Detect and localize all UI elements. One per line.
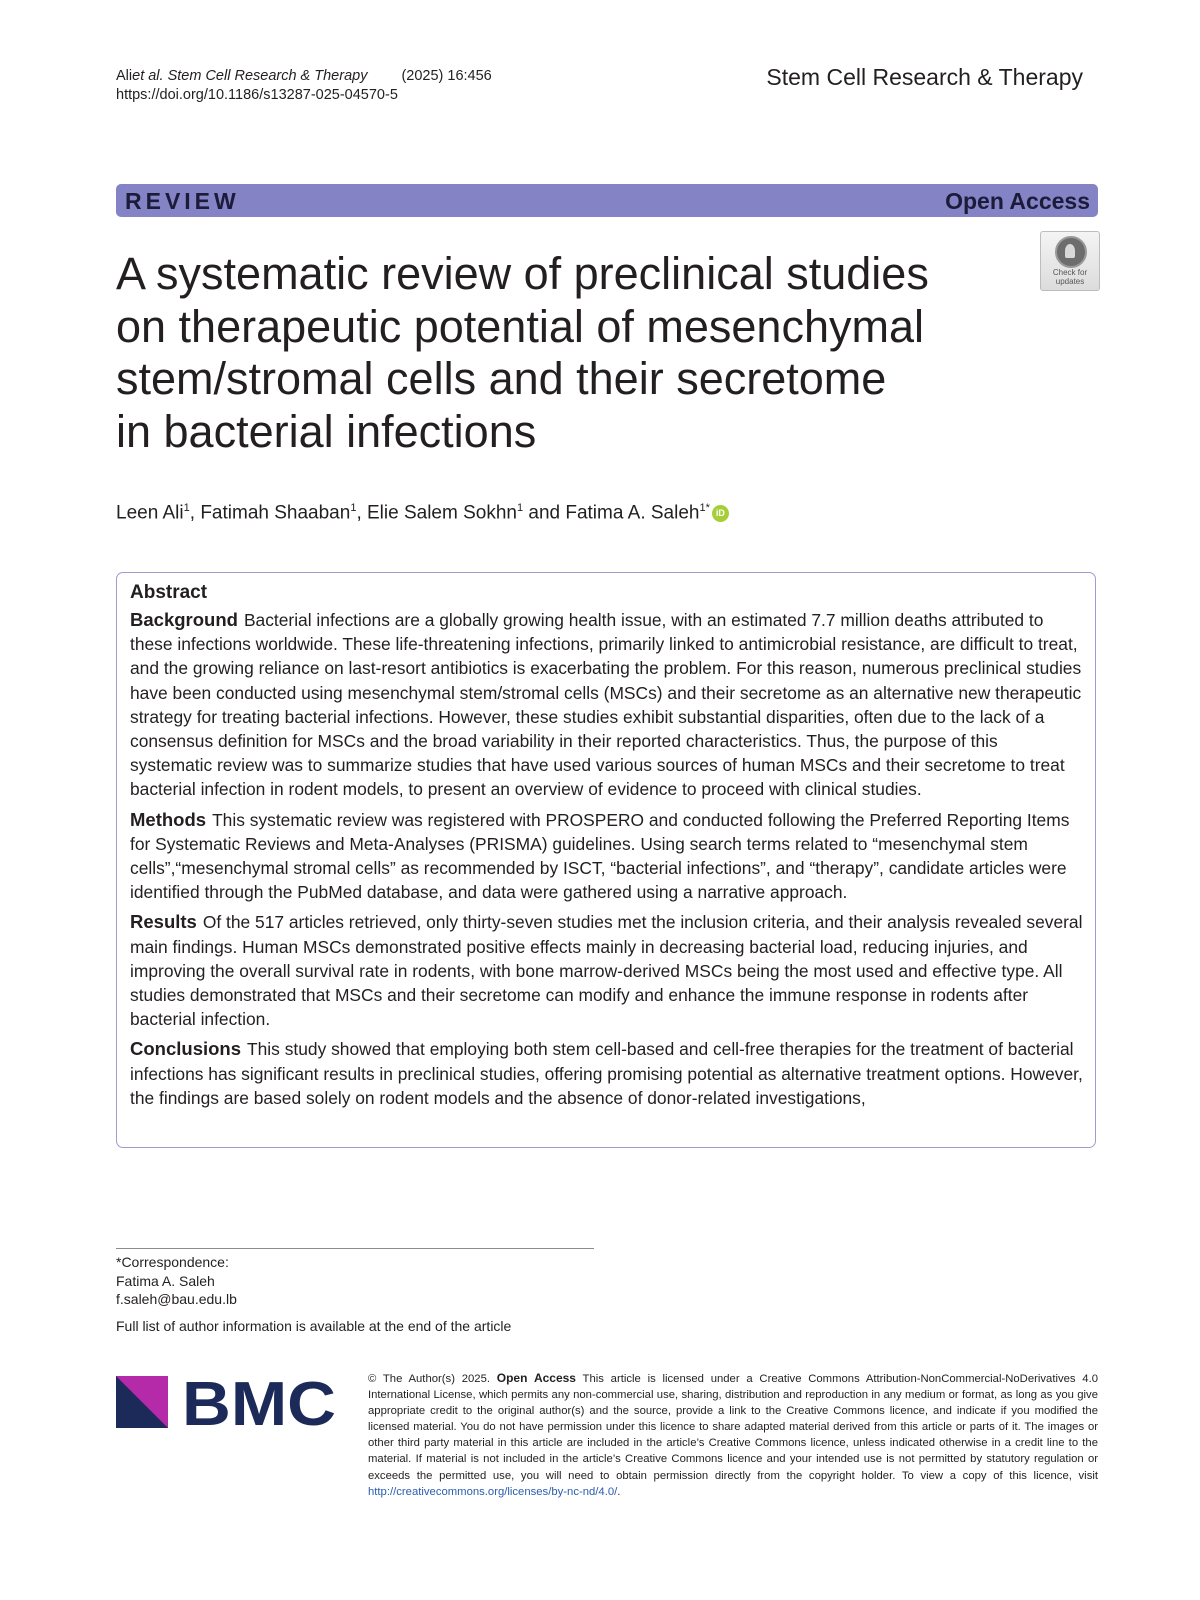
author-name[interactable]: Fatimah Shaaban — [200, 502, 351, 524]
crossmark-label-line1: Check for — [1052, 268, 1088, 277]
crossmark-icon — [1055, 236, 1087, 268]
author-separator: , — [189, 502, 201, 524]
orcid-icon[interactable]: iD — [712, 505, 729, 522]
author-affiliation: 1 — [183, 502, 190, 514]
license-link[interactable]: http://creativecommons.org/licenses/by-nc-nd/4.0/ — [368, 1485, 618, 1498]
abstract-box — [116, 572, 1096, 1148]
title-line: stem/stromal cells and their secretome — [116, 353, 887, 404]
title-line: in bacterial infections — [116, 405, 537, 457]
citation-line — [116, 67, 492, 86]
abstract-results — [130, 910, 1083, 1031]
journal-name: Stem Cell Research & Therapy — [766, 64, 1083, 90]
correspondence-block — [116, 1253, 237, 1309]
author-affiliation: 1 — [516, 502, 524, 514]
citation-journal: Stem Cell Research & Therapy — [163, 68, 368, 84]
author-affiliation: 1* — [699, 502, 710, 514]
citation-authors: Ali — [116, 68, 133, 84]
bmc-logo — [116, 1373, 338, 1431]
author-separator: and — [523, 502, 566, 524]
citation-block — [116, 67, 492, 105]
methods-text: This systematic review was registered with PROSPERO and conducted following the Preferred Reporting Items for Systematic Reviews and Meta-Analyses (PRISMA) guidelines. Using search terms related to “mesenchymal stem cells”,“mesenchymal stromal cells” as recommended by ISCT, “bacterial infections”, and “therapy”, candidate articles were identified through the PubMed database, and data were gathered using a narrative approach. — [130, 809, 1070, 903]
author-name[interactable]: Elie Salem Sokhn — [367, 502, 517, 524]
bmc-logo-text: BMC — [182, 1373, 336, 1431]
author-name[interactable]: Leen Ali — [116, 502, 184, 524]
conclusions-text: This study showed that employing both stem cell-based and cell-free therapies for the treatment of bacterial infections has significant results in preclinical studies, offering promising potential as alternative treatment options. However, the findings are based solely on rodent models and the absence of donor-related investigations, — [130, 1039, 1083, 1108]
title-line: A systematic review of preclinical studies — [116, 248, 929, 299]
abstract-background — [130, 608, 1083, 802]
author-list — [116, 502, 729, 524]
license-open-access: Open Access — [496, 1371, 576, 1385]
crossmark-label — [1041, 268, 1099, 286]
background-text: Bacterial infections are a globally growing health issue, with an estimated 7.7 million deaths attributed to these infections worldwide. These life-threatening infections, primarily linked to antimicrobial resistance, are difficult to treat, and the growing reliance on last-resort antibiotics is exacerbating the problem. For this reason, numerous preclinical studies have been conducted using mesenchymal stem/stromal cells (MSCs) and their secretome as an alternative new therapeutic strategy for treating bacterial infections. However, these studies exhibit substantial disparities, often due to the lack of a consensus definition for MSCs and the broad variability in their reported characteristics. Thus, the purpose of this systematic review was to summarize studies that have used various sources of human MSCs and their secretome to treat bacterial infection in rodent models, to present an overview of evidence to proceed with clinical studies. — [130, 610, 1082, 800]
results-label: Results — [130, 911, 197, 933]
conclusions-label: Conclusions — [130, 1038, 242, 1060]
title-line: on therapeutic potential of mesenchymal — [116, 300, 924, 352]
author-separator: , — [356, 502, 367, 524]
correspondence-name: Fatima A. Saleh — [116, 1272, 215, 1289]
license-prefix: © The Author(s) 2025. — [368, 1373, 497, 1385]
citation-etal: et al. — [132, 68, 164, 84]
crossmark-label-line2: updates — [1055, 277, 1085, 286]
author-affiliation: 1 — [350, 502, 357, 514]
license-body: This article is licensed under a Creative Commons Attribution-NonCommercial-NoDerivatives 4.0 International License, which permits any non-commercial use, sharing, distribution and reproduction in any medium or format, as long as you give appropriate credit to the original author(s) and the source, provide a link to the Creative Commons licence, and indicate if you modified the licensed material. You do not have permission under this licence to share adapted material derived from this article or parts of it. The images or other third party material in this article are included in the article’s Creative Commons licence, unless indicated otherwise in a credit line to the material. If material is not included in the article’s Creative Commons licence and your intended use is not permitted by statutory regulation or exceeds the permitted use, you will need to obtain permission directly from the copyright holder. To view a copy of this licence, visit — [368, 1373, 1099, 1482]
doi-link[interactable]: https://doi.org/10.1186/s13287-025-04570-5 — [116, 87, 398, 103]
footnote-divider — [116, 1248, 594, 1249]
correspondence-email[interactable]: f.saleh@bau.edu.lb — [116, 1291, 237, 1307]
results-text: Of the 517 articles retrieved, only thirty-seven studies met the inclusion criteria, and their analysis revealed several main findings. Human MSCs demonstrated positive effects mainly in decreasing bacterial load, reducing injuries, and improving the overall survival rate in rodents, with bone marrow-derived MSCs being the most used and effective type. All studies demonstrated that MSCs and their secretome can modify and enhance the immune response in rodents after bacterial infection. — [130, 912, 1083, 1030]
abstract-methods — [130, 808, 1083, 905]
license-suffix: . — [617, 1485, 621, 1498]
open-access-label: Open Access — [945, 188, 1090, 214]
author-info-note: Full list of author information is available at the end of the article — [116, 1318, 512, 1334]
abstract-heading: Abstract — [130, 582, 208, 603]
citation-year-volume: (2025) 16:456 — [401, 68, 492, 84]
article-title — [116, 248, 936, 458]
background-label: Background — [130, 609, 238, 630]
methods-label: Methods — [130, 808, 207, 830]
article-type-banner — [116, 184, 1098, 217]
author-name[interactable]: Fatima A. Saleh — [565, 502, 700, 524]
license-statement — [368, 1370, 1098, 1500]
article-type-label: REVIEW — [125, 188, 240, 214]
correspondence-label: *Correspondence: — [116, 1254, 229, 1270]
check-for-updates-button[interactable] — [1040, 231, 1100, 291]
abstract-conclusions — [130, 1037, 1083, 1110]
